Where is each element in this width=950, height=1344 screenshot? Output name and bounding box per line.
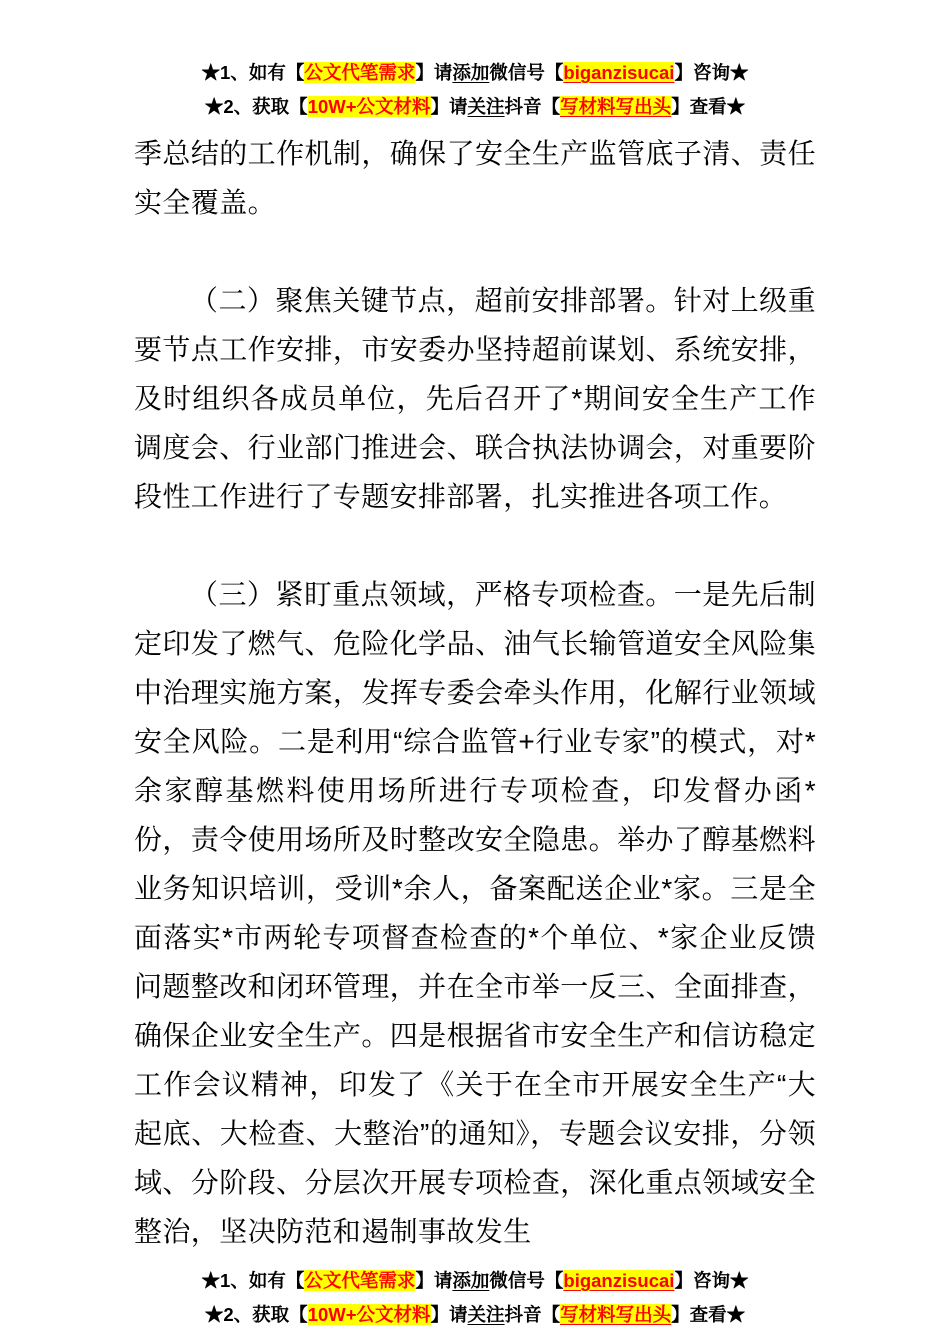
promo2-mid2: 抖音【 bbox=[504, 96, 561, 117]
promo1-mid1: 】请 bbox=[415, 62, 453, 83]
footer-promo-line-1 bbox=[0, 1264, 950, 1298]
promo1-mid1: 】请 bbox=[415, 1270, 453, 1291]
promo2-mid1: 】请 bbox=[430, 1304, 468, 1325]
promo1-highlight-service: 公文代笔需求 bbox=[304, 1270, 416, 1291]
footer-promo-line-2 bbox=[0, 1298, 950, 1332]
promo1-highlight-service: 公文代笔需求 bbox=[304, 62, 416, 83]
promo1-underline-add: 添加 bbox=[452, 1270, 490, 1291]
promo2-highlight-material: 10W+公文材料 bbox=[307, 96, 431, 117]
header-promo-line-2 bbox=[0, 90, 950, 124]
paragraph-section-3: （三）紧盯重点领域，严格专项检查。一是先后制定印发了燃气、危险化学品、油气长输管道安全风险集中治理实施方案，发挥专委会牵头作用，化解行业领域安全风险。二是利用“综合监管+行业专家”的模式，对*余家醇基燃料使用场所进行专项检查，印发督办函*份，责令使用场所及时整改安全隐患。举办了醇基燃料业务知识培训，受训*余人，备案配送企业*家。三是全面落实*市两轮专项督查检查的*个单位、*家企业反馈问题整改和闭环管理，并在全市举一反三、全面排查，确保企业安全生产。四是根据省市安全生产和信访稳定工作会议精神，印发了《关于在全市开展安全生产“大起底、大检查、大整治”的通知》，专题会议安排，分领域、分阶段、分层次开展专项检查，深化重点领域安全整治，坚决防范和遏制事故发生 bbox=[134, 579, 816, 1247]
promo2-suffix: 】查看★ bbox=[671, 96, 746, 117]
promo2-suffix: 】查看★ bbox=[671, 1304, 746, 1325]
promo2-underline-follow: 关注 bbox=[467, 1304, 505, 1325]
footer-promo bbox=[0, 1264, 950, 1332]
promo1-mid2: 微信号【 bbox=[489, 62, 564, 83]
promo2-mid2: 抖音【 bbox=[504, 1304, 561, 1325]
promo1-prefix: ★1、如有【 bbox=[201, 62, 305, 83]
header-promo-line-1 bbox=[0, 56, 950, 90]
promo1-prefix: ★1、如有【 bbox=[201, 1270, 305, 1291]
header-promo bbox=[0, 0, 950, 124]
promo2-underline-follow: 关注 bbox=[467, 96, 505, 117]
promo2-douyin-id: 写材料写出头 bbox=[560, 96, 672, 117]
promo1-wechat-id: biganzisucai bbox=[563, 62, 675, 83]
promo2-highlight-material: 10W+公文材料 bbox=[307, 1304, 431, 1325]
promo2-prefix: ★2、获取【 bbox=[204, 96, 308, 117]
paragraph-continuation: 季总结的工作机制，确保了安全生产监管底子清、责任实全覆盖。 bbox=[134, 138, 816, 218]
promo2-mid1: 】请 bbox=[430, 96, 468, 117]
promo1-suffix: 】咨询★ bbox=[674, 1270, 749, 1291]
promo1-wechat-id: biganzisucai bbox=[563, 1270, 675, 1291]
promo1-suffix: 】咨询★ bbox=[674, 62, 749, 83]
promo2-prefix: ★2、获取【 bbox=[204, 1304, 308, 1325]
promo1-underline-add: 添加 bbox=[452, 62, 490, 83]
promo2-douyin-id: 写材料写出头 bbox=[560, 1304, 672, 1325]
document-body bbox=[134, 124, 816, 1256]
promo1-mid2: 微信号【 bbox=[489, 1270, 564, 1291]
paragraph-section-2: （二）聚焦关键节点，超前安排部署。针对上级重要节点工作安排，市安委办坚持超前谋划、系统安排，及时组织各成员单位，先后召开了*期间安全生产工作调度会、行业部门推进会、联合执法协调会，对重要阶段性工作进行了专题安排部署，扎实推进各项工作。 bbox=[134, 285, 816, 512]
